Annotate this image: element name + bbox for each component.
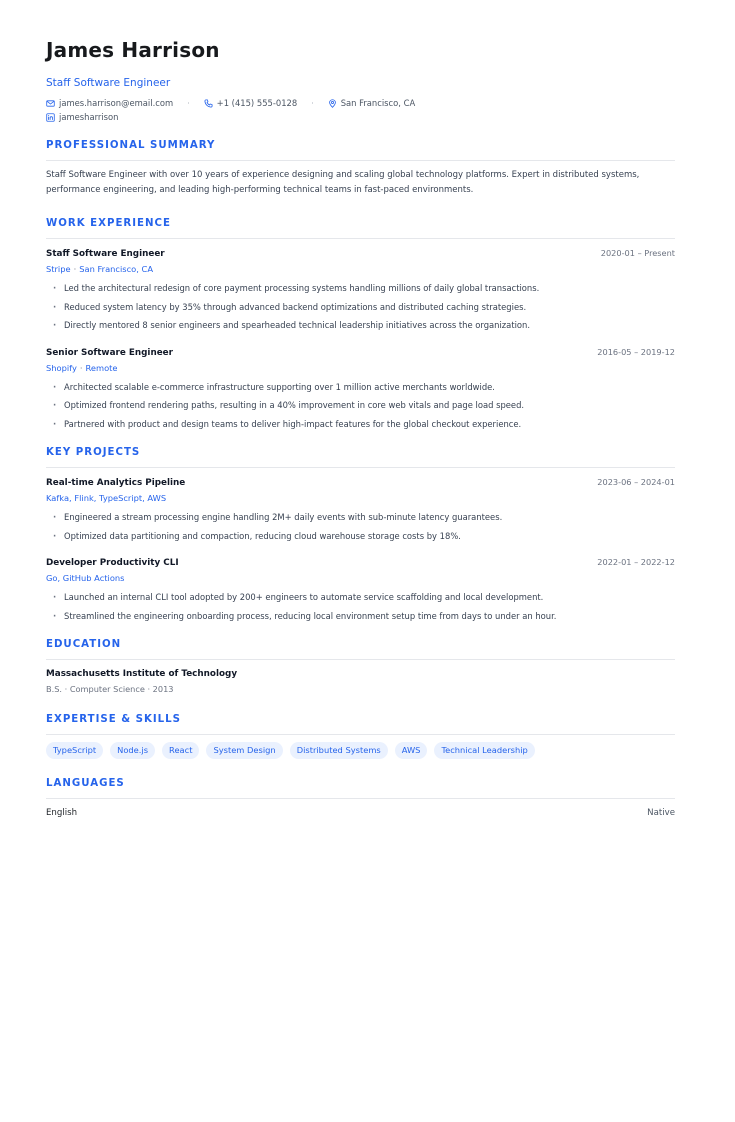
mail-icon <box>46 99 55 108</box>
education-section <box>46 637 675 697</box>
languages-section <box>46 776 675 820</box>
section-divider <box>46 160 675 161</box>
achievement-list <box>46 588 675 625</box>
linkedin-icon <box>46 113 55 122</box>
achievement-item: · Engineered a stream processing engine handling 2M+ daily events with sub-minute latency guarantees. <box>46 508 675 527</box>
candidate-name: James Harrison <box>46 38 220 62</box>
project-entry <box>46 555 675 625</box>
language-name: English <box>46 808 78 818</box>
section-divider <box>46 798 675 799</box>
experience-entry <box>46 345 675 434</box>
achievement-item: · Optimized data partitioning and compaction, reducing cloud warehouse storage costs by 18%. <box>46 527 675 546</box>
skill-chip: Technical Leadership <box>434 742 534 759</box>
achievement-item: · Architected scalable e-commerce infrastructure supporting over 1 million active merchants worldwide. <box>46 378 675 397</box>
project-tech: Go, GitHub Actions <box>46 573 125 583</box>
project-name: Real-time Analytics Pipeline <box>46 478 186 488</box>
language-level: Native <box>647 808 675 818</box>
experience-section <box>46 216 675 433</box>
section-title: EDUCATION <box>46 639 122 650</box>
skill-chip-list <box>46 742 675 759</box>
job-dates: 2016-05 – 2019-12 <box>597 346 675 357</box>
degree-detail: B.S. · Computer Science · 2013 <box>46 684 174 694</box>
contact-separator: · <box>311 98 314 108</box>
achievement-item: · Partnered with product and design teams to deliver high-impact features for the global checkout experience. <box>46 415 675 434</box>
dot-separator: · <box>79 362 83 373</box>
job-title: Staff Software Engineer <box>46 249 165 259</box>
achievement-item: · Optimized frontend rendering paths, resulting in a 40% improvement in core web vitals and page load speed. <box>46 396 675 415</box>
summary-section <box>46 138 675 198</box>
contact-info <box>46 96 675 124</box>
project-dates: 2022-01 – 2022-12 <box>597 557 675 567</box>
achievement-item: · Directly mentored 8 senior engineers and spearheaded technical leadership initiatives across the organization. <box>46 316 675 335</box>
achievement-item: · Streamlined the engineering onboarding process, reducing local environment setup time from days to under an hour. <box>46 607 675 626</box>
skills-section <box>46 712 675 759</box>
section-title: PROFESSIONAL SUMMARY <box>46 140 216 151</box>
email-text: james.harrison@email.com <box>59 98 174 108</box>
language-row <box>46 806 675 820</box>
company-name: Shopify <box>46 362 77 373</box>
section-title: LANGUAGES <box>46 778 125 789</box>
skill-chip: AWS <box>395 742 428 759</box>
location-pin-icon <box>328 99 337 108</box>
section-title: KEY PROJECTS <box>46 447 141 458</box>
section-divider <box>46 734 675 735</box>
contact-email[interactable] <box>46 98 173 108</box>
achievement-list <box>46 279 675 335</box>
company-name: Stripe <box>46 264 71 274</box>
skill-chip: React <box>162 742 199 759</box>
achievement-item: · Reduced system latency by 35% through advanced backend optimizations and distributed caching strategies. <box>46 298 675 317</box>
experience-entry <box>46 246 675 335</box>
resume-page <box>46 36 675 820</box>
project-dates: 2023-06 – 2024-01 <box>597 477 675 487</box>
school-name: Massachusetts Institute of Technology <box>46 669 238 679</box>
section-title: EXPERTISE & SKILLS <box>46 714 181 725</box>
summary-text: Staff Software Engineer with over 10 years of experience designing and scaling global technology platforms. Expert in distributed systems, performance engineering, and leading high-performing technical teams in fast-paced environments. <box>46 170 640 195</box>
skill-chip: TypeScript <box>46 742 103 759</box>
candidate-headline: Staff Software Engineer <box>46 77 171 89</box>
job-title: Senior Software Engineer <box>46 347 173 358</box>
achievement-item: · Launched an internal CLI tool adopted by 200+ engineers to automate service scaffolding and local development. <box>46 588 675 607</box>
contact-location <box>328 98 415 108</box>
phone-text: +1 (415) 555-0128 <box>216 98 298 108</box>
section-divider <box>46 238 675 239</box>
job-location: San Francisco, CA <box>79 264 153 274</box>
contact-separator: · <box>187 98 190 108</box>
achievement-list <box>46 378 675 434</box>
linkedin-text: jamesharrison <box>59 112 119 122</box>
job-location: Remote <box>85 362 118 373</box>
section-divider <box>46 467 675 468</box>
projects-section <box>46 445 675 625</box>
section-divider <box>46 659 675 660</box>
achievement-list <box>46 508 675 545</box>
achievement-item: · Led the architectural redesign of core payment processing systems handling millions of daily global transactions. <box>46 279 675 298</box>
project-tech: Kafka, Flink, TypeScript, AWS <box>46 493 167 503</box>
location-text: San Francisco, CA <box>340 98 416 108</box>
skill-chip: Node.js <box>110 742 155 759</box>
dot-separator: · <box>73 264 77 274</box>
skill-chip: System Design <box>206 742 282 759</box>
job-dates: 2020-01 – Present <box>600 248 675 258</box>
section-title: WORK EXPERIENCE <box>46 218 171 229</box>
contact-phone[interactable] <box>204 98 298 108</box>
phone-icon <box>204 99 213 108</box>
project-name: Developer Productivity CLI <box>46 558 179 568</box>
contact-linkedin[interactable] <box>46 112 118 122</box>
skill-chip: Distributed Systems <box>290 742 388 759</box>
project-entry <box>46 475 675 545</box>
